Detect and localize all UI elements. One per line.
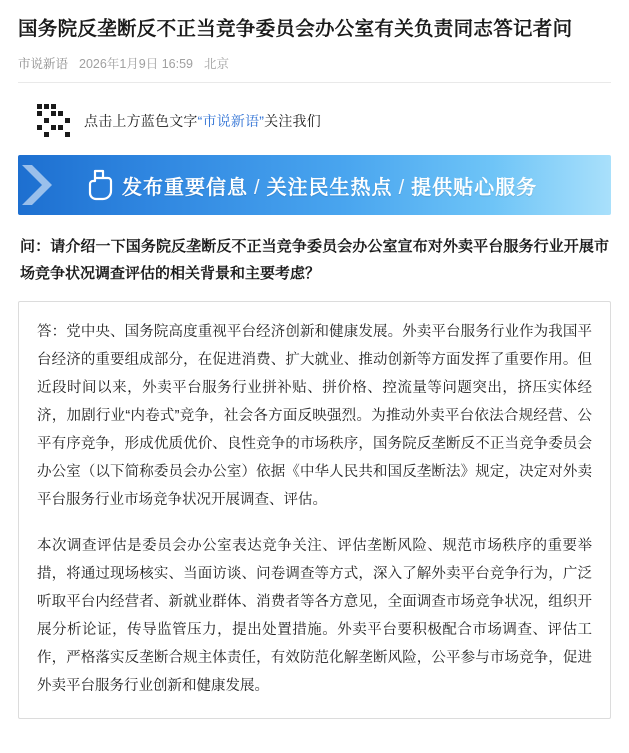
banner-text bbox=[122, 171, 537, 200]
follow-suffix: 关注我们 bbox=[264, 113, 321, 129]
article-meta bbox=[18, 48, 611, 82]
meta-location: 北京 bbox=[203, 57, 229, 71]
question-text: 问：请介绍一下国务院反垄断反不正当竞争委员会办公室宣布对外卖平台服务行业开展市场竞争状况调查评估的相关背景和主要考虑？ bbox=[20, 238, 609, 282]
follow-text bbox=[84, 111, 321, 131]
pointing-hand-icon bbox=[76, 168, 122, 202]
follow-prompt bbox=[18, 83, 611, 153]
answer-box bbox=[18, 301, 611, 719]
page-title: 国务院反垄断反不正当竞争委员会办公室有关负责同志答记者问 bbox=[18, 18, 573, 40]
meta-date: 2026年1月9日 16:59 bbox=[79, 57, 193, 71]
meta-source: 市说新语 bbox=[18, 57, 69, 71]
banner-chevron-decoration bbox=[18, 155, 76, 215]
banner-item-3: 提供贴心服务 bbox=[411, 176, 538, 199]
follow-prefix: 点击上方蓝色文字 bbox=[84, 113, 198, 129]
banner-sep-1: / bbox=[254, 176, 261, 199]
follow-account: “市说新语” bbox=[197, 113, 265, 129]
answer-paragraph-1: 答：党中央、国务院高度重视平台经济创新和健康发展。外卖平台服务行业作为我国平台经济的重要组成部分，在促进消费、扩大就业、推动创新等方面发挥了重要作用。但近段时间以来，外卖平台服务行业拼补贴、拼价格、控流量等问题突出，挤压实体经济，加剧行业“内卷式”竞争，社会各方面反映强烈。为推动外卖平台依法合规经营、公平有序竞争，形成优质优价、良性竞争的市场秩序，国务院反垄断反不正当竞争委员会办公室（以下简称委员会办公室）依据《中华人民共和国反垄断法》规定，决定对外卖平台服务行业市场竞争状况开展调查、评估。 bbox=[37, 324, 592, 508]
banner-sep-2: / bbox=[398, 176, 406, 199]
qr-code-icon bbox=[36, 103, 72, 139]
promo-banner bbox=[18, 155, 611, 215]
banner-item-1: 发布重要信息 bbox=[122, 176, 248, 199]
answer-paragraph-2: 本次调查评估是委员会办公室表达竞争关注、评估垄断风险、规范市场秩序的重要举措，将通过现场核实、当面访谈、问卷调查等方式，深入了解外卖平台竞争行为，广泛听取平台内经营者、新就业群体、消费者等各方意见，全面调查市场竞争状况，组织开展分析论证，传导监管压力，提出处置措施。外卖平台要积极配合市场调查、评估工作，严格落实反垄断合规主体责任，有效防范化解垄断风险，公平参与市场竞争，促进外卖平台服务行业创新和健康发展。 bbox=[37, 538, 592, 694]
banner-item-2: 关注民生热点 bbox=[266, 176, 393, 199]
